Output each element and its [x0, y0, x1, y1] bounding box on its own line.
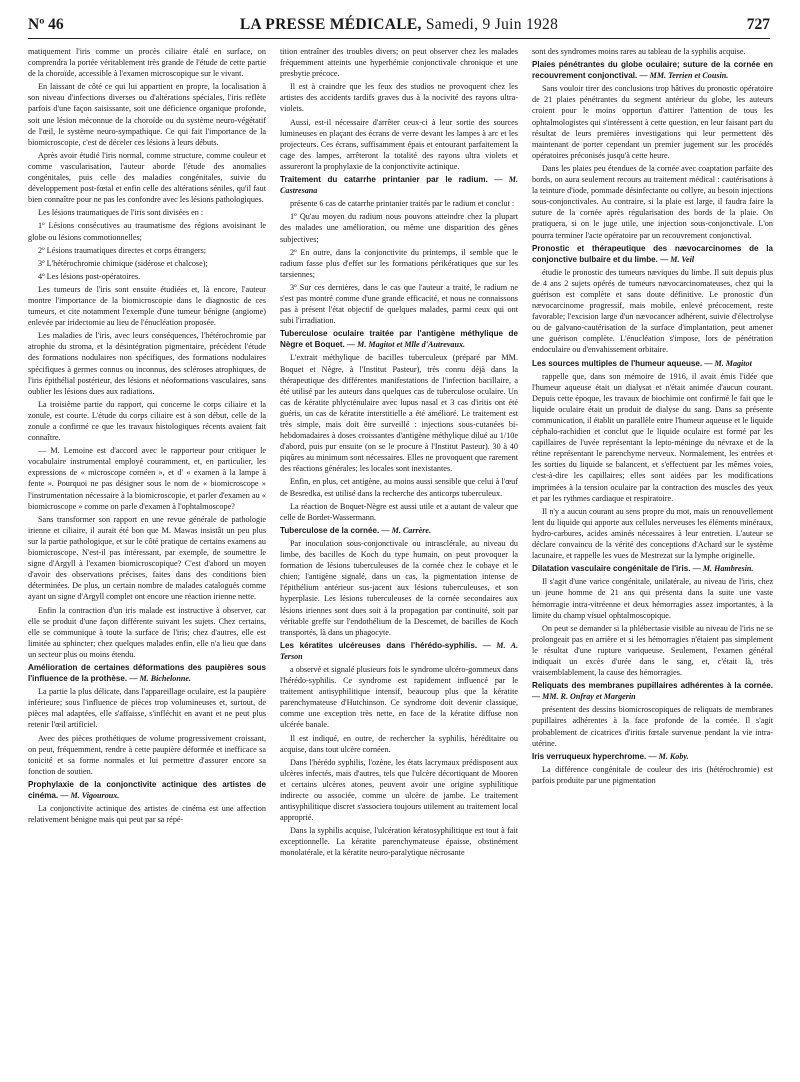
section-title: Dilatation vasculaire congénitale de l'iris. — [532, 564, 691, 574]
section-title: Pronostic et thérapeutique des nævocarcinomes de la conjonctive bulbaire et du limbe. — [532, 243, 773, 264]
paragraph: Il est à craindre que les feux des studios ne provoquent chez les artistes des accidents tardifs graves dus à la nocivité des rayons ultra-violets. — [280, 82, 518, 114]
paragraph: Avec des pièces prothétiques de volume progressivement croissant, on peut, fréquemment, rendre à cette paupière déformée et inefficace sa tonicité et sa forme normales et lui permettre d'assurer encore sa fonction de soutien. — [28, 733, 266, 776]
section-author: — M. Castresana — [280, 175, 518, 196]
paragraph: Après avoir étudié l'iris normal, comme structure, comme couleur et comme vascularisation, l'auteur aborde l'étude des anomalies congénitales, puis celle des maladies congénitales, suivie du développement post-fœtal et enfin celle des altérations séniles, qu'il faut bien connaître pour ne pas les confondre avec les lésions pathologiques. — [28, 150, 266, 205]
section-heading — [280, 640, 518, 662]
column-3 — [532, 46, 773, 1076]
section-heading — [280, 525, 518, 536]
list-item: 2º En outre, dans la conjonctivite du printemps, il semble que le radium fasse plus d'effet sur les formations périkératiques que sur les tarsiennes; — [280, 247, 518, 279]
section-author: — M. Hambresin. — [692, 564, 754, 574]
section-heading — [532, 680, 773, 702]
paragraph: étudie le pronostic des tumeurs næviques du limbe. Il suit depuis plus de 4 ans 2 sujets opérés de tumeurs nævocarcinomateuses, chez qui la guérison est complète et sans doute définitive. Le pronostic d'un nævocarcinome progressif, mais mobile, enlevé précocement, reste favorable; l'excision large d'un nævocancer adhérent, suivie d'électrolyse ou de galvano-cautérisation de la surface d'implantation, peut amener une guérison complète. L'énucléation s'impose, lors de pénétration endoculaire ou d'envahissement orbitaire. — [532, 267, 773, 355]
section-title: Iris verruqueux hyperchrome. — [532, 751, 647, 761]
paragraph: On peut se demander si la phlébectasie visible au niveau de l'iris ne se prolongeait pas en arrière et si les hémorragies n'étaient pas simplement le résultat d'une rupture variqueuse. Seulement, l'examen général indiquait un excès d'urée dans le sang, et, c'était là, très vraisemblablement, la cause des hémorragies. — [532, 623, 773, 678]
section-heading — [280, 174, 518, 196]
section-title: Plaies pénétrantes du globe oculaire; suture de la cornée en recouvrement conjonctival. — [532, 60, 773, 81]
paragraph: La troisième partie du rapport, qui concerne le corps ciliaire et la zonule, est courte. L'étude du corps ciliaire est à son début, celle de la zonule a confirmé ce que les travaux histologiques récents avaient fait connaître. — [28, 399, 266, 443]
section-title: Tuberculose de la cornée. — [280, 525, 380, 535]
section-author: — M. Bichelonne. — [129, 674, 191, 684]
paragraph: Dans la syphilis acquise, l'ulcération kératosyphilitique est tout à fait exceptionnelle. La kératite parenchymateuse épaisse, obstinément monolatérale, et la kératite neuro-paralytique nécrosante — [280, 826, 518, 858]
paragraph: Dans l'hérédo syphilis, l'ozène, les états lacrymaux prédisposent aux ulcères infectés, mais d'autres, tels que l'ulcère décortiquant de Mooren et certains ulcères atones, peuvent avoir une origine syphilitique indirecte ou associée, comme un ulcère de jambe. Le traitement antisyphilitique discret s'associera toujours utilement au traitement local approprié. — [280, 757, 518, 823]
section-author: — M. Veil — [660, 254, 695, 264]
section-heading — [532, 563, 773, 574]
paragraph: La partie la plus délicate, dans l'appareillage oculaire, est la paupière inférieure; sous l'influence de pièces trop volumineuses et, surtout, de pièces mal adaptées, elle s'affaisse, s'infléchit en avant et ne peut plus retenir l'œil artificiel. — [28, 687, 266, 730]
paragraph: Les lésions traumatiques de l'iris sont divisées en : — [38, 208, 204, 218]
paragraph: sont des syndromes moins rares au tableau de la syphilis acquise. — [532, 47, 746, 56]
list-item: 3º Sur ces dernières, dans le cas que l'auteur a traité, le radium ne s'est pas montré comme d'une grande efficacité, et nous ne connaissons pas à présent l'état objectif de quelques malades, parmi ceux qui ont subi l'irradiation. — [280, 282, 518, 326]
list-item: 2º Lésions traumatiques directes et corps étrangers; — [38, 245, 207, 255]
paragraph: présente 6 cas de catarrhe printanier traités par le radium et conclut : — [290, 199, 515, 209]
section-title: Les kératites ulcéreuses dans l'hérédo-syphilis. — [280, 640, 478, 650]
list-item: 1º Qu'au moyen du radium nous pouvons atteindre chez la plupart des malades une amélioration, ou même une disparition des gênes subjectives; — [280, 212, 518, 244]
paragraph: L'extrait méthylique de bacilles tuberculeux (préparé par MM. Boquet et Nègre, à l'Institut Pasteur), très connu déjà dans la thérapeutique des différentes manifestations de l'infection bacillaire, a été utilisé par les auteurs dans quelques cas de tuberculose oculaire. Un cas de kératite phlycténulaire avec lupus nasal et 3 cas d'iritis ont été guéris, un cas de kératite interstitielle a été amélioré. Le traitement est très simple, mais doit être surveillé : injections sous-cutanées bi-hebdomadaires à doses croissantes d'antigène méthylique dilué au 1/10e d'abord, puis pur ensuite (on se le procure à l'Institut Pasteur). 30 à 40 piqûres au minimum sont nécessaires. Elles ne provoquent que rarement des réactions générales; les locales sont inexistantes. — [280, 353, 518, 474]
paragraph: La réaction de Boquet-Nègre est aussi utile et a autant de valeur que celle de Bordet-Wassermann. — [280, 501, 518, 522]
section-author: — M. Magitot — [704, 358, 752, 368]
paragraph: tition entraîner des troubles divers; on peut observer chez les malades fréquemment atteints une hyperhémie conjonctivale chronique et une presbytie précoce. — [280, 47, 518, 79]
journal-title — [28, 16, 770, 34]
section-author: — MM. Terrien et Cousin. — [639, 71, 729, 81]
paragraph: Sans transformer son rapport en une revue générale de pathologie irienne et ciliaire, il aurait été bon que M. Mawas insistât un peu plus sur la partie pathologique, et sur le côté pratique de certains examens au biomicroscope. N'est-il pas intéressant, par exemple, de soumettre le signe d'Argyll à l'examen biomicroscopique? C'est d'abord un moyen d'avoir des observations précises, faites dans des conditions bien déterminées. De plus, un certain nombre de malades catalogués comme ayant un signe d'Argyll complet ont encore une réaction irienne nette. — [28, 514, 266, 602]
paragraph: Sans vouloir tirer des conclusions trop hâtives du pronostic opératoire de 21 plaies pénétrantes du segment antérieur du globe, les auteurs croient pour le moins opportun d'attirer l'attention de tous les ophtalmologistes qui s'intéressent à cette question, en leur faisant part du résultat de leurs premières investigations qui leur permettent dès maintenant de porter cependant un premier jugement sur les procédés opératoires préconisés jusqu'à cette heure. — [532, 84, 773, 160]
section-heading — [28, 779, 266, 801]
paragraph: La conjonctivite actinique des artistes de cinéma est une affection relativement bénigne mais qui peut par sa répé- — [28, 804, 266, 825]
paragraph: Dans les plaies peu étendues de la cornée avec coaptation parfaite des bords, on aura seulement recours au traitement médical : cautérisations à la teinture d'iode, pommade désinfectante ou collyre, au besoin injections sous-conjonctivales. Au contraire, si la plaie est large, il faudra faire la suture de la cornée après régularisation des bords de la plaie. On pratiquera, si on le juge utile, une injection sous-conjonctivale. L'on pourra terminer l'acte opératoire par un recouvrement conjonctival. — [532, 163, 773, 240]
section-author: — M. Koby. — [648, 751, 689, 761]
list-item: 3º L'hétérochromie chimique (sidérose et chalcose); — [38, 258, 208, 268]
issue-date: Samedi, 9 Juin 1928 — [425, 16, 559, 33]
paragraph: Il est indiqué, en outre, de rechercher la syphilis, héréditaire ou acquise, dans tout ulcère cornéen. — [280, 733, 518, 754]
journal-name: LA PRESSE MÉDICALE, — [239, 16, 422, 33]
section-author: — M. A. Terson — [280, 640, 518, 661]
paragraph: — M. Lemoine est d'accord avec le rapporteur pour critiquer le vocabulaire instrumental employé couramment, et, en particulier, les expressions de « microscope cornéen », et d' « examen à la lampe à fente ». Pourquoi ne pas désigner sous le nom de « biomicroscope » l'instrumentation nécessaire à la biomicroscopie, et parler d'examen au « biomicroscope » comme on parle d'examen à l'ophtalmoscope? — [28, 446, 266, 511]
column-2 — [280, 46, 518, 1076]
paragraph: présentent des dessins biomicroscopiques de reliquats de membranes pupillaires adhérentes à la face profonde de la cornée. Il s'agit probablement de cicatrices d'iritis fœtale survenue pendant la vie intra-utérine. — [532, 705, 773, 748]
section-title: Prophylaxie de la conjonctivite actinique des artistes de cinéma. — [28, 779, 266, 800]
paragraph: Les tumeurs de l'iris sont ensuite étudiées et, là encore, l'auteur montre l'importance de la biomicroscopie dans le diagnostic de ces tumeurs, et cite notamment l'exemple d'une tumeur bénigne (angiome) enlevée par iridectomie au lieu de l'énucléation proposée. — [28, 284, 266, 328]
section-author: — M. Magitot et Mlle d'Autrevaux. — [347, 340, 466, 350]
paragraph: Aussi, est-il nécessaire d'arrêter ceux-ci à leur sortie des sources lumineuses en plaçant des écrans de verre devant les lampes à arc et les projecteurs. Ces écrans, suffisamment épais et entourant parfaitement la cage des lampes, arrêteront la totalité des rayons ultra violets et assureront la prophylaxie de la conjonctivite actinique. — [280, 117, 518, 171]
paragraph: Par inoculation sous-conjonctivale ou intrasclérale, au niveau du limbe, des bacilles de Koch du type humain, on peut provoquer la formation de lésions tuberculeuses de la cornée chez le cobaye et le chien; l'antigène signalé, dans un cas, la pigmentation intense de l'épithélium antérieur sus-jacent aux lésions tuberculeuses, et son hyperplasie. Les lésions tuberculeuses de la cornée secondaires aux lésions iriennes sont dues soit à la propagation par continuité, soit par véritable greffe sur l'endothélium de la Descemet, de bacilles de Koch transportés, là dans un phagocyte. — [280, 538, 518, 637]
section-author: — M. Vigouroux. — [60, 791, 120, 800]
section-heading — [28, 662, 266, 684]
section-author: — MM. R. Onfray et Margerin — [532, 692, 636, 702]
section-title: Traitement du catarrhe printanier par le radium. — [280, 175, 488, 185]
text-columns — [28, 46, 773, 1076]
section-title: Les sources multiples de l'humeur aqueuse. — [532, 358, 703, 368]
paragraph: a observé et signalé plusieurs fois le syndrome ulcéro-gommeux dans l'hérédo-syphilis. Ce syndrome est rapidement influencé par le traitement antisyphilitique intensif, beaucoup plus que la kératite parenchymateuse d'Hutchinson. Ce syndrome doit devenir classique, comme une exception très nette, en face de la kératite diffuse non ulcérée banale. — [280, 664, 518, 730]
section-author: — M. Carrère. — [381, 525, 431, 535]
section-title: Reliquats des membranes pupillaires adhérentes à la cornée. — [532, 681, 773, 691]
section-heading — [532, 59, 773, 81]
paragraph: La différence congénitale de couleur des iris (hétérochromie) est parfois produite par une pigmentation — [532, 764, 773, 785]
column-1 — [28, 46, 266, 1076]
section-heading — [532, 358, 773, 369]
section-heading — [280, 328, 518, 350]
paragraph: Il s'agit d'une varice congénitale, unilatérale, au niveau de l'iris, chez un jeune homme de 21 ans qui présenta dans la suite une vaste hémorragie intra-vitréenne et deux hémorragies assez importantes, à la limite du champ visuel ophtalmoscopique. — [532, 577, 773, 620]
paragraph: matiquement l'iris comme un procès ciliaire étalé en surface, on comprendra la portée véritablement très grande de l'étude de cette partie de la choroïde, accessible à l'examen microscopique sur le vivant. — [28, 47, 266, 79]
page-number: 727 — [746, 16, 770, 33]
paragraph: rappelle que, dans son mémoire de 1916, il avait émis l'idée que l'humeur aqueuse était un dialysat et n'était animée d'aucun courant. Depuis cette époque, les travaux de biochimie ont confirmé le fait que le liquide oculaire était un produit de dialyse du sang. Dans sa présente communication, il établit un parallèle entre l'humeur aqueuse et le liquide céphalo-rachidien et conclut que le liquide oculaire est formé par les capillaires de l'uvée représentant la lepto-méninge du névraxe et de la rétine représentant le parenchyme nerveux. Normalement, les entrées et les sorties du liquide se balancent, et s'effectuent par les mêmes voies, c'est-à-dire les capillaires; elles sont aidées par les modifications imprimées à la tension oculaire par la contraction des muscles des yeux et par les rythmes cardiaque et respiratoire. — [532, 371, 773, 503]
section-heading — [532, 751, 773, 762]
paragraph: Il n'y a aucun courant au sens propre du mot, mais un renouvellement lent du liquide qui apporte aux cellules nerveuses les éléments minéraux, hydro-carbures, acides aminés nécessaires à leur entretien. L'auteur se déclare convaincu de la vérité des conceptions d'Achard sur le système lacunaire, et rappelle les vues de Mestrezat sur la lymphe originelle. — [532, 506, 773, 561]
list-item: 1º Lésions consécutives au traumatisme des régions avoisinant le globe ou lésions commotionnelles; — [28, 221, 266, 242]
paragraph: En laissant de côté ce qui lui appartient en propre, la localisation à son niveau d'infections diverses ou d'altérations spéciales, l'iris reflète parfois d'une façon saisissante, soit une déficience organique profonde, soit une lésion méconnue de la choroïde ou du système neuro-végétatif de l'œil, le système neuro-sympathique. Ce qui fait l'importance de la biomicroscopie, c'est de déceler ces lésions à leurs débuts. — [28, 82, 266, 147]
issue-number: Nº 46 — [28, 16, 64, 33]
section-title: Amélioration de certaines déformations des paupières sous l'influence de la prothèse. — [28, 662, 266, 684]
section-title: Tuberculose oculaire traitée par l'antigène méthylique de Nègre et Boquet. — [280, 329, 518, 350]
list-item: 4º Les lésions post-opératoires. — [38, 271, 141, 281]
paragraph: Enfin la contraction d'un iris malade est instructive à observer, car elle se produit d'une façon différente suivant les sujets. Chez certains, elle se communique à toute la surface de l'iris; chez d'autres, elle est limitée au sphincter; chez quelques malades enfin, elle n'a lieu que dans un secteur plus ou moins étendu. — [28, 605, 266, 659]
section-heading — [532, 243, 773, 265]
page-header — [28, 14, 770, 39]
paragraph: Enfin, en plus, cet antigène, au moins aussi sensible que celui à l'œuf de Besredka, est utilisé dans la recherche des anticorps tuberculeux. — [280, 477, 518, 498]
paragraph: Les maladies de l'iris, avec leurs conséquences, l'hétérochromie par atrophie du stroma, et la désintégration pigmentaire, précèdent l'étude des formations nodulaires non spécifiques, des formations nodulaires spécifiques à germes connus ou inconnus, des scléroses atrophiques, de l'iris épithélial postérieur, des lésions et néoformations vasculaires, sans oublier les lésions dues aux radiations. — [28, 331, 266, 396]
